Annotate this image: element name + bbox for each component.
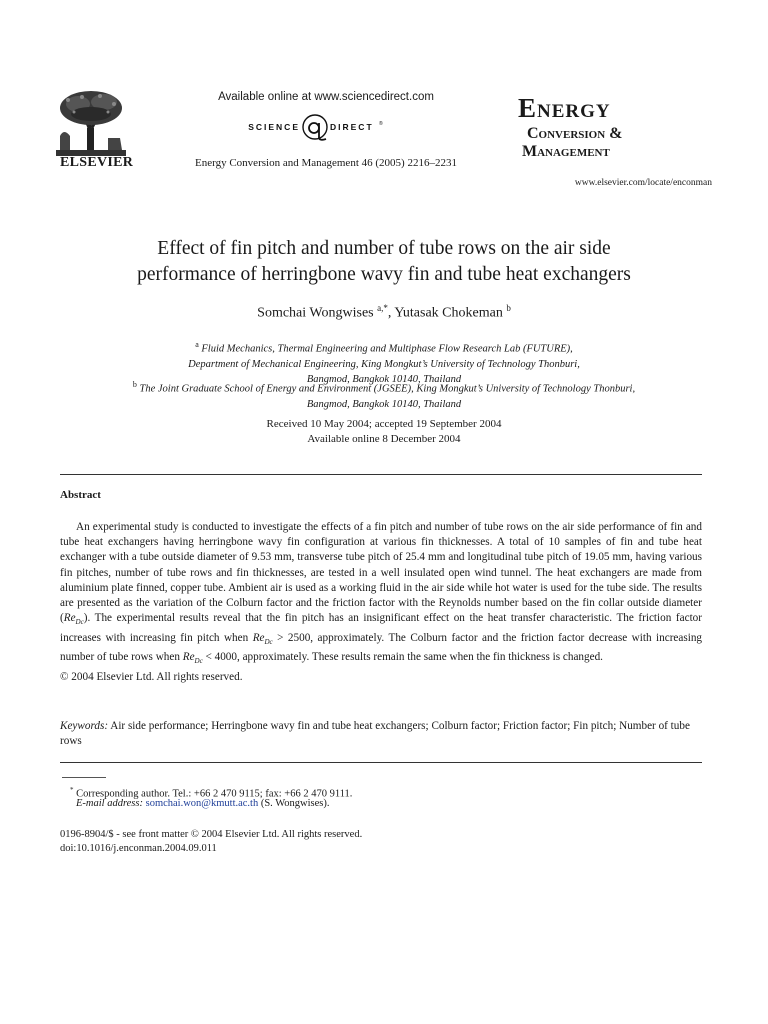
abstract-segment: > 2500, approximately. The Colburn factor and the friction factor decrease with increasing number of tube rows when <box>60 631 703 664</box>
received-date: Received 10 May 2004; accepted 19 September 2004 <box>266 418 502 430</box>
affiliation-b <box>40 377 728 412</box>
email-link[interactable]: somchai.won@kmutt.ac.th <box>145 798 259 809</box>
article-dates <box>0 417 768 447</box>
abstract-segment: An experimental study is conducted to investigate the effects of a fin pitch and number of tube rows on the air side performance of fin and tube heat exchangers having herringbone wavy fin configuration at various fin thicknesses. A total of 10 samples of fin and tube heat exchanger with a tube outside diameter of 9.53 mm, transverse tube pitch of 25.4 mm and longitudinal tube pitch of 19.05 mm, having various fin pitches, number of tube rows and fin thicknesses, are tested in a well insulated open wind tunnel. The heat exchangers are made from aluminium plate finned, copper tube. Ambient air is used as a working fluid in the air side while hot water is used for the tube side. The results are presented as the variation of the Colburn factor and the friction factor with the Reynolds number based on the fin collar outside diameter ( <box>60 521 702 625</box>
at-sign-icon <box>303 115 327 140</box>
author-affiliation-mark: b <box>506 303 511 313</box>
affiliation-line: Fluid Mechanics, Thermal Engineering and Multiphase Flow Research Lab (FUTURE), <box>201 343 573 355</box>
abstract-text <box>60 520 702 685</box>
author-list <box>0 303 768 322</box>
footnote-mark: * <box>70 786 74 794</box>
divider <box>60 762 702 763</box>
article-title <box>40 236 728 288</box>
abstract-segment: ). The experimental results reveal that the fin pitch has an insignificant effect on the heat transfer characteristic. The friction factor increases with increasing fin pitch when <box>60 612 702 644</box>
footnote-rule <box>62 777 106 778</box>
email-note <box>76 797 330 811</box>
publisher-name: ELSEVIER <box>60 155 134 170</box>
registered-mark: ® <box>379 121 383 127</box>
abstract-heading: Abstract <box>60 489 101 501</box>
reynolds-subscript: Dc <box>264 637 273 646</box>
author-name: Somchai Wongwises <box>257 305 374 321</box>
journal-url[interactable]: www.elsevier.com/locate/enconman <box>574 178 712 188</box>
journal-name-line2: Conversion & <box>527 125 623 142</box>
available-online-line: Available online at www.sciencedirect.com <box>218 91 434 103</box>
journal-name-line1: Energy <box>518 93 611 123</box>
journal-reference: Energy Conversion and Management 46 (2005) 2216–2231 <box>195 157 457 169</box>
affiliation-mark: b <box>132 380 137 389</box>
sciencedirect-left-word: SCIENCE <box>248 122 300 132</box>
affiliation-line: The Joint Graduate School of Energy and Environment (JGSEE), King Mongkut’s University of Technology Thonburi, <box>139 383 636 395</box>
keywords-text: Air side performance; Herringbone wavy fin and tube heat exchangers; Colburn factor; Friction factor; Fin pitch; Number of tube rows <box>60 720 690 747</box>
keywords-label: Keywords: <box>60 720 109 732</box>
sciencedirect-logo <box>230 112 400 144</box>
affiliation-mark: a <box>195 340 199 349</box>
affiliation-line: Bangmod, Bangkok 10140, Thailand <box>306 398 462 410</box>
keywords <box>60 719 702 749</box>
reynolds-symbol: Re <box>252 631 265 644</box>
reynolds-subscript: Dc <box>75 618 84 627</box>
email-label: E-mail address: <box>76 798 143 809</box>
divider <box>60 474 702 475</box>
affiliation-line: Department of Mechanical Engineering, King Mongkut’s University of Technology Thonburi, <box>188 358 580 370</box>
sciencedirect-right-word: DIRECT <box>330 122 374 132</box>
abstract-copyright: © 2004 Elsevier Ltd. All rights reserved. <box>60 670 243 683</box>
email-suffix: (S. Wongwises). <box>258 798 330 809</box>
reynolds-symbol: Re <box>182 651 195 664</box>
title-line-1: Effect of fin pitch and number of tube rows on the air side <box>157 238 611 259</box>
doi-line[interactable]: doi:10.1016/j.enconman.2004.09.011 <box>60 843 217 854</box>
abstract-segment: < 4000, approximately. These results remain the same when the fin thickness is changed. <box>202 651 603 664</box>
author-separator: , <box>387 305 395 321</box>
front-matter-line: 0196-8904/$ - see front matter © 2004 Elsevier Ltd. All rights reserved. <box>60 829 363 840</box>
author-affiliation-mark: a,* <box>377 303 388 313</box>
reynolds-subscript: Dc <box>194 657 203 666</box>
author-name: Yutasak Chokeman <box>394 305 503 321</box>
corresponding-text: Corresponding author. Tel.: +66 2 470 9115; fax: +66 2 470 9111. <box>73 788 353 800</box>
affiliation-line: Bangmod, Bangkok 10140, Thailand <box>306 373 462 385</box>
title-line-2: performance of herringbone wavy fin and tube heat exchangers <box>137 264 631 285</box>
online-date: Available online 8 December 2004 <box>307 433 461 445</box>
journal-name-line3: Management <box>522 143 610 160</box>
reynolds-symbol: Re <box>63 612 76 625</box>
